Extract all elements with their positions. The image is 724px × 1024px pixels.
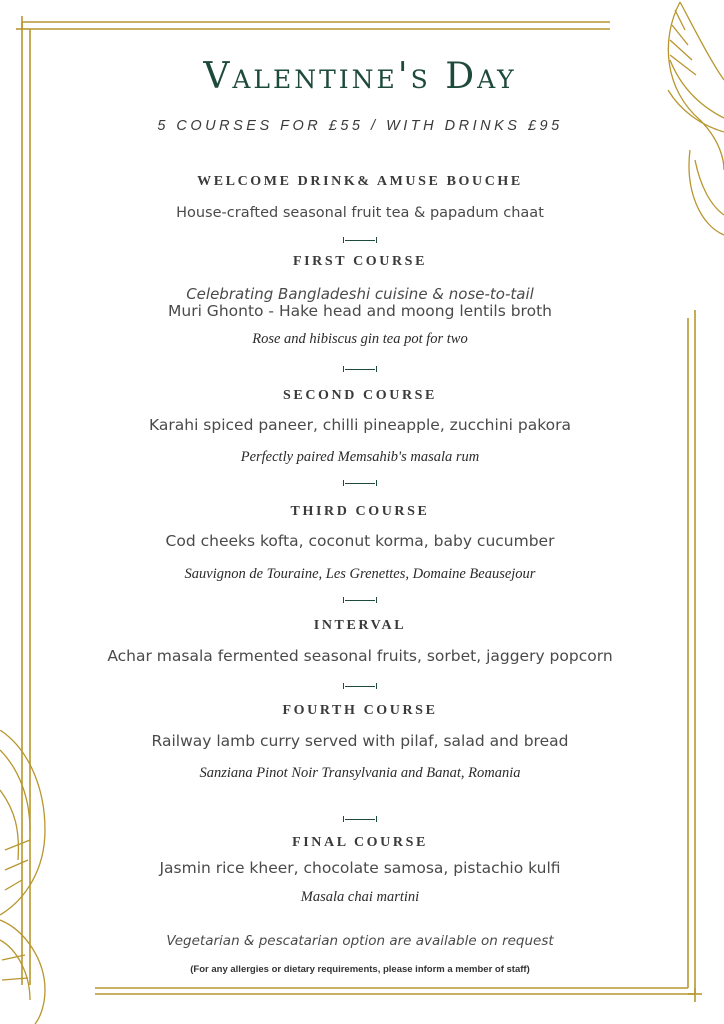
divider — [343, 816, 377, 822]
course-pairing-final: Masala chai martini — [300, 889, 420, 905]
price-subtitle: 5 COURSES FOR £55 / WITH DRINKS £95 — [157, 118, 563, 134]
course-title-welcome: WELCOME DRINK& AMUSE BOUCHE — [197, 174, 523, 189]
menu-content — [40, 0, 680, 1024]
divider — [343, 683, 377, 689]
course-pairing-fourth: Sanziana Pinot Noir Transylvania and Banat, Romania — [199, 765, 521, 781]
course-title-third: THIRD COURSE — [290, 504, 430, 519]
divider — [343, 366, 377, 372]
course-title-final: FINAL COURSE — [292, 835, 428, 850]
course-title-fourth: FOURTH COURSE — [282, 703, 438, 718]
course-title-second: SECOND COURSE — [283, 388, 437, 403]
divider — [343, 237, 377, 243]
course-dish-fourth: Railway lamb curry served with pilaf, salad and bread — [151, 732, 569, 750]
course-pairing-third: Sauvignon de Touraine, Les Grenettes, Domaine Beausejour — [184, 566, 536, 582]
course-dish-interval: Achar masala fermented seasonal fruits, sorbet, jaggery popcorn — [107, 647, 613, 665]
page-title: Valentine's Day — [203, 56, 517, 97]
divider — [343, 597, 377, 603]
course-dish-first: Muri Ghonto - Hake head and moong lentils broth — [168, 302, 552, 320]
course-dish-welcome: House-crafted seasonal fruit tea & papadum chaat — [176, 205, 544, 221]
course-dish-second: Karahi spiced paneer, chilli pineapple, zucchini pakora — [148, 416, 571, 434]
course-pairing-first: Rose and hibiscus gin tea pot for two — [252, 331, 468, 347]
allergy-note: (For any allergies or dietary requirements, please inform a member of staff) — [190, 964, 530, 975]
dietary-note: Vegetarian & pescatarian option are available on request — [166, 933, 554, 949]
course-title-interval: INTERVAL — [313, 618, 407, 633]
course-intro-first: Celebrating Bangladeshi cuisine & nose-to-tail — [186, 285, 534, 303]
course-dish-third: Cod cheeks kofta, coconut korma, baby cucumber — [165, 532, 555, 550]
course-dish-final: Jasmin rice kheer, chocolate samosa, pistachio kulfi — [159, 859, 561, 877]
divider — [343, 480, 377, 486]
course-title-first: FIRST COURSE — [292, 254, 428, 269]
course-pairing-second: Perfectly paired Memsahib's masala rum — [240, 449, 480, 465]
